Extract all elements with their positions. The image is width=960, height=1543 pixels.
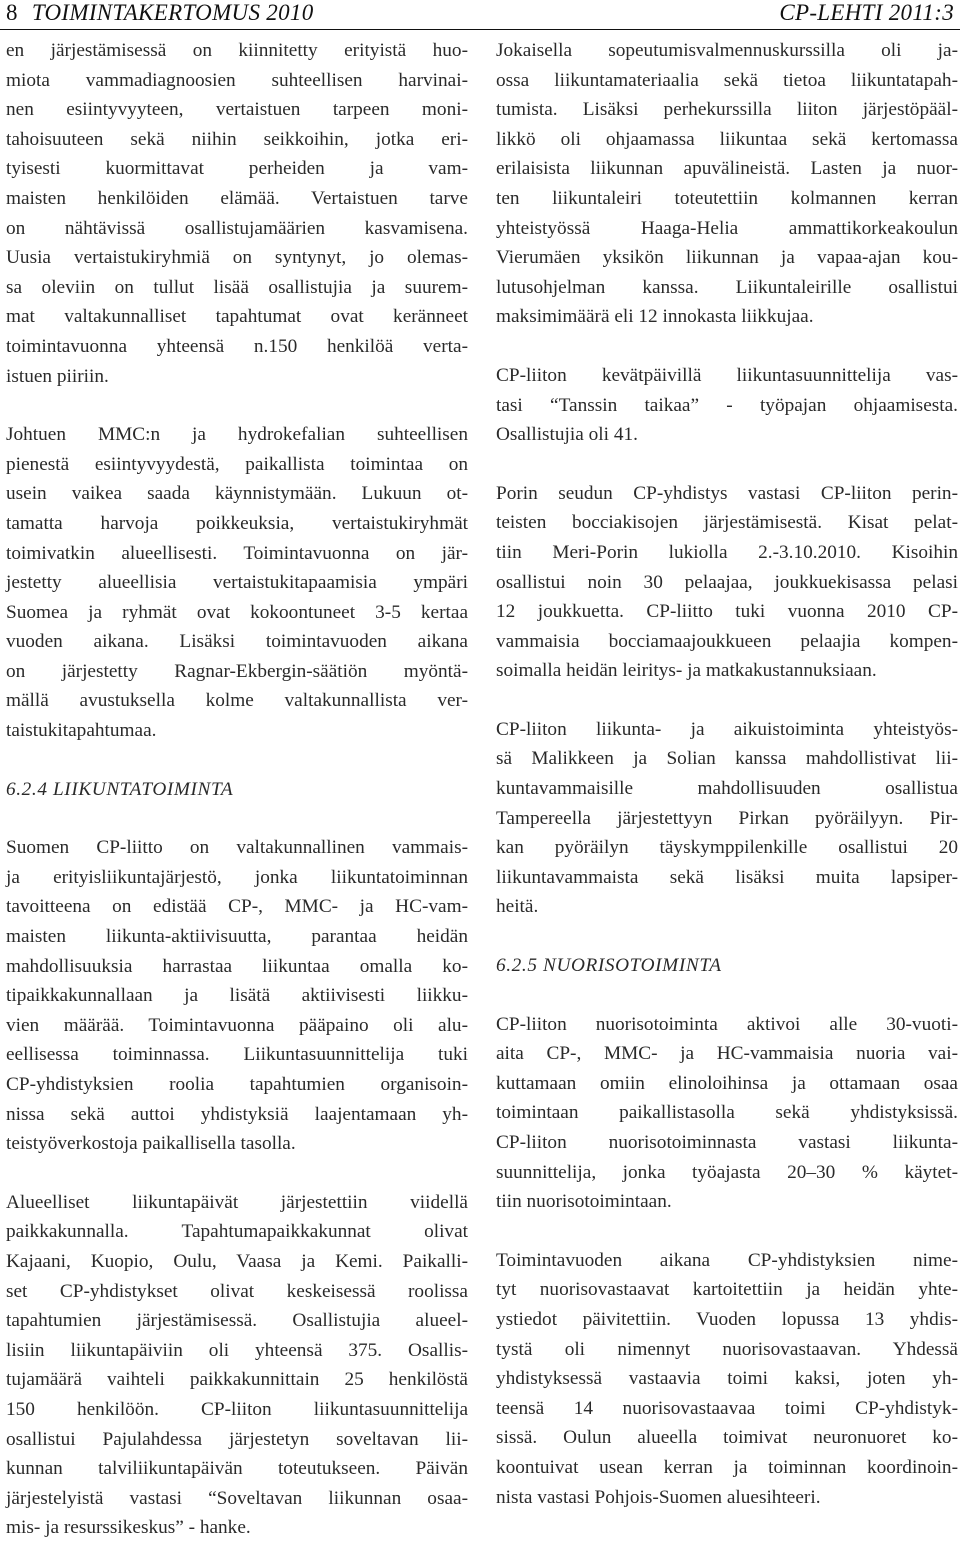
text-line: taistukitapahtumaa. xyxy=(6,720,157,742)
text-line: tyt nuorisovastaavat kartoitettiin ja heidän yhte- xyxy=(496,1279,958,1301)
text-line: teisten bocciakisojen järjestämisestä. Kisat pelat- xyxy=(496,512,958,534)
text-line: on nähtävissä osallistujamäärien kasvamisena. xyxy=(6,217,468,239)
text-line: soimalla heidän leiritys- ja matkakustannuksiaan. xyxy=(496,660,877,682)
text-line: vien määrää. Toimintavuonna pääpaino oli alu- xyxy=(6,1014,468,1036)
paragraph xyxy=(6,36,468,391)
text-line: mis- ja resurssikeskus” - hanke. xyxy=(6,1517,251,1539)
text-line: sa oleviin on tullut lisää osallistujia ja suurem- xyxy=(6,276,468,298)
text-line: Osallistujia oli 41. xyxy=(496,424,638,446)
text-line: suunnittelija, jonka työajasta 20–30 % käytet- xyxy=(496,1161,958,1183)
text-line: Jokaisella sopeutumisvalmennuskurssilla oli ja- xyxy=(496,40,958,61)
paragraph xyxy=(496,1246,958,1512)
text-line: tyisesti kuormittavat perheiden ja vam- xyxy=(6,158,468,180)
text-line: paikkakunnalla. Tapahtumapaikkakunnat olivat xyxy=(6,1221,468,1243)
text-line: tahoisuuteen sekä niihin seikkoihin, jotka eri- xyxy=(6,128,468,150)
text-line: tipaikkakunnallaan ja lisätä aktiivisesti liikku- xyxy=(6,985,468,1007)
text-line: maksimimäärä eli 12 innokasta liikkujaa. xyxy=(496,306,814,328)
text-line: en järjestämisessä on kiinnitetty erityistä huo- xyxy=(6,40,468,61)
text-line: tiin Meri-Porin lukiolla 2.-3.10.2010. Kisoihin xyxy=(496,541,958,563)
text-line: Tampereella järjestettyyn Pirkan pyöräilyyn. Pir- xyxy=(496,807,958,829)
paragraph xyxy=(496,715,958,922)
text-line: kan pyöräilyn täyskymppilenkille osallistui 20 xyxy=(496,837,958,859)
text-line: Suomea ja ryhmät ovat kokoontuneet 3-5 kertaa xyxy=(6,601,468,623)
text-line: tasi “Tanssin taikaa” - työpajan ohjaamisesta. xyxy=(496,394,958,416)
text-line: ja erityisliikuntajärjestö, jonka liikuntatoiminnan xyxy=(6,866,468,888)
text-line: ossa liikuntamateriaalia sekä tietoa liikuntatapah- xyxy=(496,69,958,91)
text-line: toimivatkin alueellisesti. Toimintavuonna on jär- xyxy=(6,542,468,564)
text-line: CP-liiton nuorisotoiminnasta vastasi liikunta- xyxy=(496,1132,958,1153)
paragraph xyxy=(496,1010,958,1217)
text-line: CP-liiton nuorisotoiminta aktivoi alle 30-vuoti- xyxy=(496,1013,958,1035)
paragraph xyxy=(496,361,958,450)
right-column xyxy=(496,36,958,1512)
paragraph xyxy=(6,1188,468,1543)
section-heading-liikuntatoiminta: 6.2.4 LIIKUNTATOIMINTA xyxy=(6,778,234,800)
text-line: miota vammadiagnoosien suhteellisen harvinai- xyxy=(6,69,468,91)
text-line: Vierumäen yksikön liikunnan ja vapaa-ajan kou- xyxy=(496,247,958,269)
text-line: nen esiintyvyyteen, vertaistuen tarpeen moni- xyxy=(6,99,468,121)
text-line: Alueelliset liikuntapäivät järjestettiin viidellä xyxy=(6,1191,468,1213)
text-line: jestetty alueellisia vertaistukitapaamisia ympäri xyxy=(6,572,468,594)
paragraph xyxy=(496,36,958,332)
text-line: tujamäärä vaihteli paikkakunnittain 25 henkilöstä xyxy=(6,1369,468,1391)
text-line: kunnan talviliikuntapäivän toteutukseen. Päivän xyxy=(6,1458,468,1480)
text-line: 150 henkilöön. CP-liiton liikuntasuunnittelija xyxy=(6,1398,468,1420)
header-rule xyxy=(0,29,960,30)
text-line: ystiedot päivitettiin. Vuoden lopussa 13 yhdis- xyxy=(496,1308,958,1330)
text-line: 12 joukkuetta. CP-liitto tuki vuonna 2010 CP- xyxy=(496,601,958,623)
text-line: osallistui noin 30 pelaajaa, joukkuekisassa pelasi xyxy=(496,571,958,593)
page-number: 8 xyxy=(6,0,18,25)
text-line: on järjestetty Ragnar-Ekbergin-säätiön myöntä- xyxy=(6,660,468,682)
text-line: CP-liiton kevätpäivillä liikuntasuunnittelija vas- xyxy=(496,364,958,386)
header-left xyxy=(6,0,314,26)
text-line: teensä 14 nuorisovastaavaa toimi CP-yhdistyk- xyxy=(496,1397,958,1419)
text-line: mällä avustuksella kolme valtakunnallista ver- xyxy=(6,690,468,712)
text-line: Suomen CP-liitto on valtakunnallinen vammais- xyxy=(6,837,468,859)
text-line: CP-yhdistyksien roolia tapahtumien organisoin- xyxy=(6,1074,468,1095)
text-line: yhteistyössä Haaga-Helia ammattikorkeakoulun xyxy=(496,217,958,239)
text-line: Toimintavuoden aikana CP-yhdistyksien nime- xyxy=(496,1249,958,1271)
paragraph xyxy=(6,420,468,746)
page-header xyxy=(0,0,960,30)
text-line: Uusia vertaistukiryhmiä on syntynyt, jo olemas- xyxy=(6,247,468,269)
text-line: tapahtumien järjestämisessä. Osallistujia alueel- xyxy=(6,1310,468,1332)
text-line: koontuivat usean kerran ja toiminnan koordinoin- xyxy=(496,1456,958,1478)
text-line: CP-liiton liikunta- ja aikuistoiminta yhteistyös- xyxy=(496,718,958,740)
text-line: istuen piiriin. xyxy=(6,365,109,387)
text-line: lisiin liikuntapäiviin oli yhteensä 375. Osallis- xyxy=(6,1339,468,1361)
text-line: Porin seudun CP-yhdistys vastasi CP-liiton perin- xyxy=(496,482,958,504)
text-line: eellisessa toiminnassa. Liikuntasuunnittelija tuki xyxy=(6,1044,468,1066)
text-line: lutusohjelman kanssa. Liikuntaleirille osallistui xyxy=(496,276,958,298)
text-line: kuttamaan omiin elinoloihinsa ja ottamaan osaa xyxy=(496,1072,958,1094)
issue-title: CP-LEHTI 2011:3 xyxy=(779,0,954,25)
text-line: sä Malikkeen ja Solian kanssa mahdollistivat lii- xyxy=(496,748,958,770)
section-heading-nuorisotoiminta: 6.2.5 NUORISOTOIMINTA xyxy=(496,955,722,977)
text-line: likkö oli ohjaamassa liikuntaa sekä kertomassa xyxy=(496,128,958,150)
text-line: nissa sekä auttoi yhdistyksiä laajentamaan yh- xyxy=(6,1103,468,1125)
text-line: kuntavammaisille mahdollisuuden osallistua xyxy=(496,778,958,800)
text-line: usein vaikea saada käynnistymään. Lukuun ot- xyxy=(6,483,468,505)
paragraph xyxy=(6,833,468,1159)
text-line: liikuntavammaista sekä lisäksi muita lapsiper- xyxy=(496,866,958,888)
text-line: vuoden aikana. Lisäksi toimintavuoden aikana xyxy=(6,631,468,653)
text-line: tumista. Lisäksi perhekurssilla liiton järjestöpääl- xyxy=(496,99,958,121)
text-line: Kajaani, Kuopio, Oulu, Vaasa ja Kemi. Paikalli- xyxy=(6,1250,468,1272)
text-line: maisten liikunta-aktiivisuutta, parantaa heidän xyxy=(6,926,468,948)
text-line: sissä. Oulun alueella toimivat neuronuoret ko- xyxy=(496,1427,958,1449)
text-line: Johtuen MMC:n ja hydrokefalian suhteellisen xyxy=(6,424,468,446)
left-column xyxy=(6,36,468,1543)
text-line: mahdollisuuksia harrastaa liikuntaa omalla ko- xyxy=(6,955,468,977)
text-line: yhdistyksessä vastaavia toimi kaksi, joten yh- xyxy=(496,1368,958,1390)
text-line: pienestä esiintyvyydestä, paikallista toimintaa on xyxy=(6,453,468,475)
text-line: vammaisia bocciamaajoukkueen pelaajia kompen- xyxy=(496,630,958,652)
text-line: osallistui Pajulahdessa järjestetyn soveltavan lii- xyxy=(6,1428,468,1450)
text-line: nista vastasi Pohjois-Suomen aluesihteeri. xyxy=(496,1486,821,1508)
text-line: ten liikuntaleiri toteutettiin kolmannen kerran xyxy=(496,187,958,209)
text-line: aita CP-, MMC- ja HC-vammaisia nuoria vai- xyxy=(496,1043,958,1065)
text-line: erilaisista liikunnan apuvälineistä. Lasten ja nuor- xyxy=(496,158,958,180)
text-line: heitä. xyxy=(496,896,539,918)
text-line: tiin nuorisotoimintaan. xyxy=(496,1191,672,1213)
text-line: maisten henkilöiden elämää. Vertaistuen tarve xyxy=(6,187,468,209)
text-line: tavoitteena on edistää CP-, MMC- ja HC-vam- xyxy=(6,896,468,918)
text-line: mat valtakunnalliset tapahtumat ovat keränneet xyxy=(6,306,468,328)
text-line: järjestelyistä vastasi “Soveltavan liikunnan osaa- xyxy=(6,1487,468,1509)
paragraph xyxy=(496,479,958,686)
text-line: toimintavuonna yhteensä n.150 henkilöä verta- xyxy=(6,335,468,357)
text-line: toimintaan paikallistasolla sekä yhdistyksissä. xyxy=(496,1102,958,1124)
text-line: tystä oli nimennyt nuorisovastaavan. Yhdessä xyxy=(496,1338,958,1360)
text-line: tamatta harvoja poikkeuksia, vertaistukiryhmät xyxy=(6,512,468,534)
text-line: set CP-yhdistykset olivat keskeisessä roolissa xyxy=(6,1280,468,1302)
text-line: teistyöverkostoja paikallisella tasolla. xyxy=(6,1133,296,1155)
publication-title: TOIMINTAKERTOMUS 2010 xyxy=(31,0,314,25)
